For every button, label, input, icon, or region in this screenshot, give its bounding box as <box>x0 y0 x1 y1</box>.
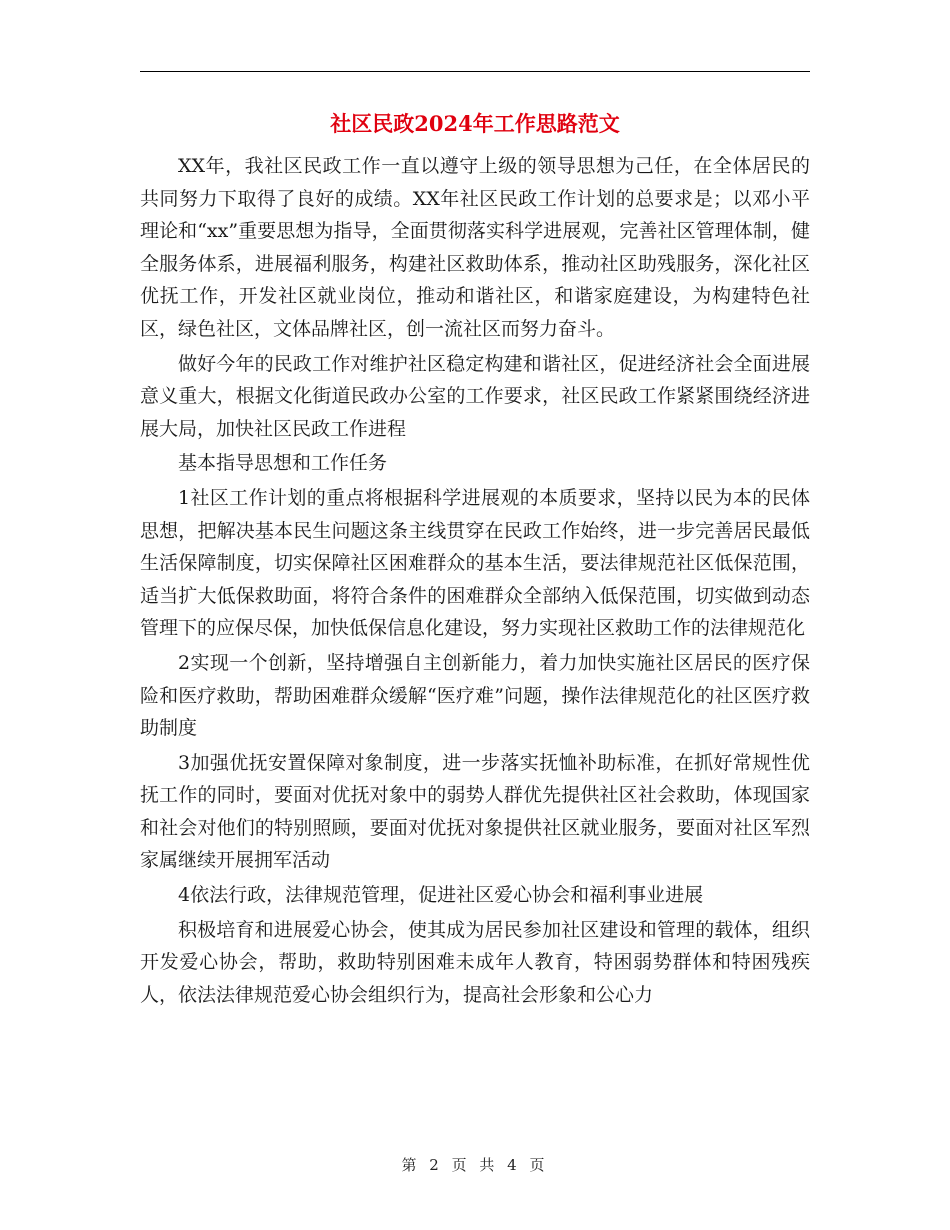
paragraph-item-2: 2实现一个创新，坚持增强自主创新能力，着力加快实施社区居民的医疗保险和医疗救助，帮助困难群众缓解“医疗难”问题，操作法律规范化的社区医疗救助制度 <box>140 651 810 740</box>
paragraph-significance: 做好今年的民政工作对维护社区稳定构建和谐社区，促进经济社会全面进展意义重大，根据文化街道民政办公室的工作要求，社区民政工作紧紧围绕经济进展大局，加快社区民政工作进程 <box>140 352 810 440</box>
header-rule <box>140 71 810 72</box>
paragraph-item-4: 4依法行政，法律规范管理，促进社区爱心协会和福利事业进展 <box>178 884 704 907</box>
paragraph-intro: XX年，我社区民政工作一直以遵守上级的领导思想为己任，在全体居民的共同努力下取得了良好的成绩。XX年社区民政工作计划的总要求是；以邓小平理论和“xx”重要思想为指导，全面贯彻落实科学进展观，完善社区管理体制，健全服务体系，进展福利服务，构建社区救助体系，推动社区助残服务，深化社区优抚工作，开发社区就业岗位，推动和谐社区，和谐家庭建设，为构建特色社区，绿色社区，文体品牌社区，创一流社区而努力奋斗。 <box>140 155 810 340</box>
page-number-footer: 第 2 页 共 4 页 <box>401 1156 549 1174</box>
paragraph-item-3: 3加强优抚安置保障对象制度，进一步落实抚恤补助标准，在抓好常规性优抚工作的同时，要面对优抚对象中的弱势人群优先提供社区社会救助，体现国家和社会对他们的特别照顾，要面对优抚对象提供社区就业服务，要面对社区军烈家属继续开展拥军活动 <box>140 751 810 872</box>
document-body <box>140 150 810 1013</box>
document-title: 社区民政2024年工作思路范文 <box>330 111 620 136</box>
paragraph-item-1: 1社区工作计划的重点将根据科学进展观的本质要求，坚持以民为本的民体思想，把解决基本民生问题这条主线贯穿在民政工作始终，进一步完善居民最低生活保障制度，切实保障社区困难群众的基本生活，要法律规范社区低保范围，适当扩大低保救助面，将符合条件的困难群众全部纳入低保范围，切实做到动态管理下的应保尽保，加快低保信息化建设，努力实现社区救助工作的法律规范化 <box>140 486 810 640</box>
section-heading: 基本指导思想和工作任务 <box>178 452 388 475</box>
paragraph-item-4-detail: 积极培育和进展爱心协会，使其成为居民参加社区建设和管理的载体，组织开发爱心协会，帮助，救助特别困难未成年人教育，特困弱势群体和特困残疾人，依法法律规范爱心协会组织行为，提高社会形象和公心力 <box>140 918 810 1006</box>
